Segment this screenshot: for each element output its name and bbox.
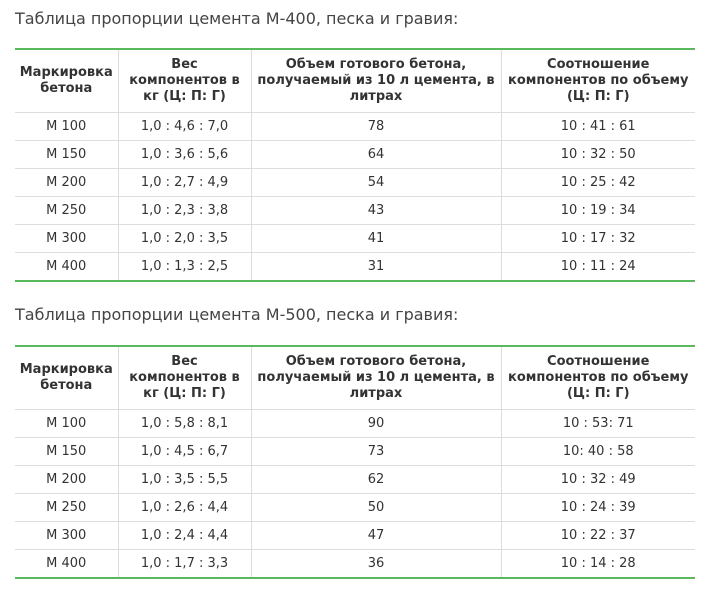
cell-weight: 1,0 : 3,6 : 5,6	[118, 141, 251, 169]
cell-ratio: 10 : 32 : 49	[501, 466, 695, 494]
cell-ratio: 10 : 25 : 42	[501, 169, 695, 197]
column-header-volume: Объем готового бетона, получаемый из 10 л цемента, в литрах	[251, 346, 501, 410]
cell-volume: 54	[251, 169, 501, 197]
cell-grade: М 400	[15, 550, 118, 579]
table-row	[15, 410, 695, 438]
cell-weight: 1,0 : 1,3 : 2,5	[118, 253, 251, 282]
cell-grade: М 100	[15, 410, 118, 438]
table-row	[15, 197, 695, 225]
cell-volume: 62	[251, 466, 501, 494]
table-row	[15, 550, 695, 579]
table-header-row	[15, 346, 695, 410]
cell-volume: 47	[251, 522, 501, 550]
cell-weight: 1,0 : 2,4 : 4,4	[118, 522, 251, 550]
cell-weight: 1,0 : 5,8 : 8,1	[118, 410, 251, 438]
cell-weight: 1,0 : 1,7 : 3,3	[118, 550, 251, 579]
cell-grade: М 300	[15, 225, 118, 253]
cell-volume: 64	[251, 141, 501, 169]
table-row	[15, 438, 695, 466]
cell-volume: 50	[251, 494, 501, 522]
cell-ratio: 10 : 17 : 32	[501, 225, 695, 253]
cell-grade: М 200	[15, 466, 118, 494]
cell-weight: 1,0 : 4,6 : 7,0	[118, 113, 251, 141]
column-header-grade: Маркировка бетона	[15, 346, 118, 410]
table-1-caption: Таблица пропорции цемента М-400, песка и гравия:	[15, 9, 459, 28]
column-header-ratio: Соотношение компонентов по объему (Ц: П: Г)	[501, 346, 695, 410]
cell-ratio: 10 : 11 : 24	[501, 253, 695, 282]
table-row	[15, 253, 695, 282]
cell-ratio: 10: 40 : 58	[501, 438, 695, 466]
column-header-volume: Объем готового бетона, получаемый из 10 л цемента, в литрах	[251, 49, 501, 113]
cell-ratio: 10 : 41 : 61	[501, 113, 695, 141]
proportions-table-m500	[15, 345, 695, 579]
cell-ratio: 10 : 32 : 50	[501, 141, 695, 169]
cell-volume: 36	[251, 550, 501, 579]
table-row	[15, 169, 695, 197]
cell-volume: 90	[251, 410, 501, 438]
cell-grade: М 150	[15, 141, 118, 169]
cell-volume: 78	[251, 113, 501, 141]
cell-ratio: 10 : 53: 71	[501, 410, 695, 438]
cell-ratio: 10 : 22 : 37	[501, 522, 695, 550]
proportions-table-m400	[15, 48, 695, 282]
cell-grade: М 300	[15, 522, 118, 550]
cell-grade: М 250	[15, 494, 118, 522]
column-header-weight: Вес компонентов в кг (Ц: П: Г)	[118, 346, 251, 410]
table-row	[15, 113, 695, 141]
table-header-row	[15, 49, 695, 113]
cell-grade: М 150	[15, 438, 118, 466]
column-header-weight: Вес компонентов в кг (Ц: П: Г)	[118, 49, 251, 113]
cell-volume: 73	[251, 438, 501, 466]
cell-grade: М 100	[15, 113, 118, 141]
cell-ratio: 10 : 24 : 39	[501, 494, 695, 522]
cell-weight: 1,0 : 3,5 : 5,5	[118, 466, 251, 494]
cell-weight: 1,0 : 2,0 : 3,5	[118, 225, 251, 253]
cell-weight: 1,0 : 2,6 : 4,4	[118, 494, 251, 522]
cell-volume: 31	[251, 253, 501, 282]
cell-weight: 1,0 : 2,3 : 3,8	[118, 197, 251, 225]
table-row	[15, 466, 695, 494]
cell-grade: М 400	[15, 253, 118, 282]
cell-grade: М 200	[15, 169, 118, 197]
table-row	[15, 494, 695, 522]
cell-weight: 1,0 : 2,7 : 4,9	[118, 169, 251, 197]
table-row	[15, 141, 695, 169]
table-row	[15, 522, 695, 550]
cell-ratio: 10 : 14 : 28	[501, 550, 695, 579]
table-row	[15, 225, 695, 253]
cell-grade: М 250	[15, 197, 118, 225]
cell-volume: 43	[251, 197, 501, 225]
cell-ratio: 10 : 19 : 34	[501, 197, 695, 225]
cell-weight: 1,0 : 4,5 : 6,7	[118, 438, 251, 466]
column-header-grade: Маркировка бетона	[15, 49, 118, 113]
column-header-ratio: Соотношение компонентов по объему (Ц: П: Г)	[501, 49, 695, 113]
cell-volume: 41	[251, 225, 501, 253]
table-2-caption: Таблица пропорции цемента М-500, песка и гравия:	[15, 305, 459, 324]
